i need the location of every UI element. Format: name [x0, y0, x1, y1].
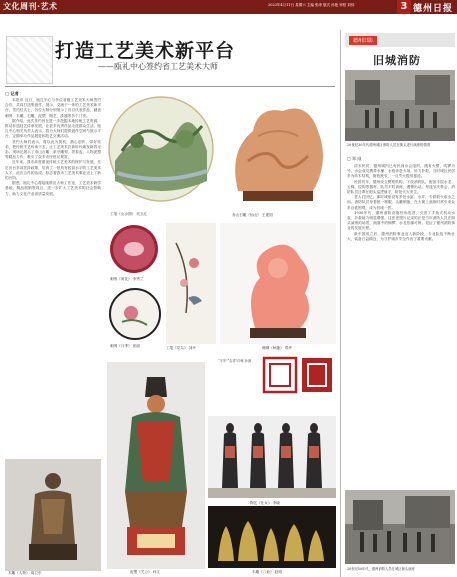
gallery-caption: 泥塑《关公》 孙文	[130, 570, 160, 574]
gold-figures-image	[208, 506, 336, 568]
article-paragraph: 近年来，我市高度重视传统工艺美术的保护与发展，先后出台多项扶持政策，培育了一批具有较高水平的工艺美术人才。此次合作的达成，标志着我市工艺美术事业迈上了新的台阶。	[5, 160, 101, 181]
bronze-figure-image	[5, 459, 101, 571]
gallery-caption: 寿山石雕《仙山》 王建国	[232, 213, 273, 217]
sidebar-paragraph: 民国初年，德州设立警察机构，下设消防队，配备手摇水龙、云梯、挠钩等器材，队员平时训练，遇警出动。每逢节庆集会，消防队员还要在街头巡逻值守，防范火灾发生。	[347, 179, 455, 195]
sidebar-bottom-caption: 20世纪50年代，德州消防人员在城区街头演练	[347, 567, 415, 571]
article-paragraph: 签约大师们表示，将以此为契机，潜心创作，带好徒弟，把传统手艺传承下去，让工艺美术在新时代焕发新的光彩。现场还展示了寿山石雕、象牙雕刻、景泰蓝、人物泥塑等精品力作，吸引了众多市民驻足观赏。	[5, 139, 101, 160]
seals-image	[260, 352, 336, 400]
coral-carving-image	[218, 91, 336, 211]
coral-sculpture-image	[220, 223, 336, 344]
guanyu-statue-image	[107, 362, 205, 569]
decorative-pattern-box	[6, 36, 53, 84]
old-photo-image	[345, 70, 455, 141]
gallery-caption: 珊瑚《秋趣》 郑华	[262, 346, 292, 350]
ladies-figures-image	[208, 416, 336, 498]
section-title: 文化周刊·艺术	[3, 2, 58, 11]
article-paragraph: 据悉，瓯礼中心将陆续推出大师工作室、工艺美术研学基地、精品展销等项目，进一步扩大工艺美术的社会影响力，助力文化产业高质量发展。	[5, 181, 101, 196]
fire-brigade-photo	[345, 490, 455, 564]
issue-meta: 2023年4月11日 星期六 主编 张涛 版式 孙艳 审校 刘伟	[268, 3, 355, 7]
bird-painting-image	[166, 223, 216, 344]
embroidery-lotus-image	[107, 223, 161, 275]
article-title: 打造工艺美术新平台	[55, 40, 236, 62]
article-paragraph: 据介绍，此次签约旨在进一步挖掘本地传统工艺资源，推动非遗技艺传承发展，让更多优秀作品走进群众生活。瓯礼中心相关负责人表示，将为大师们提供创作空间与展示平台，定期举办作品展览和技艺交流活动。	[5, 118, 101, 139]
gallery-caption: 工笔《花鸟》 刘丹	[166, 346, 196, 350]
landscape-plate-image	[107, 91, 215, 209]
page-header	[0, 0, 457, 14]
gallery-caption: 陶艺《仕女》 李晓	[250, 501, 280, 505]
page-number: 3	[397, 0, 411, 14]
sidebar-paragraph: 1930年代，德州消防设施有所改进，引进了手抬式机动水泵，扑救能力明显增强。这张老照片记录的正是当年消防人员在街头演练的场景，画面中的铜锣、水龙依稀可辨，见证了德州消防事业的发展历程。	[347, 210, 455, 231]
embroidery-flower-image	[107, 287, 163, 341]
title-rule	[5, 86, 335, 87]
gallery-caption: 木雕《八仙》 赵明	[252, 570, 282, 574]
sidebar-paragraph: 老人们回忆，那时城里设有多处水缸、水井，专供救火取水之用。消防队员身着统一制服，头戴铜盔，在大街上演练时常引来众多百姓围观，成为旧城一景。	[347, 195, 455, 210]
gallery-caption: 刺绣《荷花》 李秀兰	[110, 277, 144, 281]
gallery-caption: “平安”“吉祥”印章 孙涛	[218, 359, 252, 363]
article-paragraph: 本报讯 近日，瓯礼中心与多位省级工艺美术大师签约合作，共同打造集创作、展示、交流于一体的工艺美术新平台。签约仪式上，各位大师分别展示了各自代表作品，涵盖刺绣、木雕、石雕、泥塑、陶艺、漆器等多个门类。	[5, 98, 101, 118]
article-body	[5, 98, 101, 453]
sidebar-photo-caption: 20世纪30年代德州城区消防人员在街头进行演练的情景	[347, 143, 431, 147]
sidebar-title: 旧城消防	[373, 54, 421, 67]
sidebar-paragraph: 新中国成立后，德州消防事业迈入新阶段，专业队伍不断壮大，装备日益精良，为守护城市安全作出了重要贡献。	[347, 231, 455, 241]
gallery-caption: 刺绣《月季》 张丽	[110, 344, 140, 348]
article-byline: □ 记者	[5, 91, 19, 96]
sidebar-byline: □ 郑 刚	[347, 156, 362, 161]
article-subtitle: ——瓯礼中心签约省工艺美术大师	[98, 62, 218, 71]
sidebar-body	[347, 164, 455, 484]
sidebar-tag: 德州旧影	[349, 36, 377, 45]
sidebar-paragraph: 清末民初，德州城内已有民间水会组织，遇有火警，鸣锣为号，水会成员携带水桶、水枪奔赴火场，协力扑救。当时城区民居多为砖木结构，街巷狭窄，一旦失火极易蔓延。	[347, 164, 455, 179]
gallery-caption: 工笔《山水图》 吴玉红	[110, 212, 148, 216]
gallery-caption: 木雕《人物》 周卫东	[8, 571, 42, 575]
newspaper-brand: 德州日报	[413, 4, 454, 14]
column-divider	[340, 30, 341, 577]
